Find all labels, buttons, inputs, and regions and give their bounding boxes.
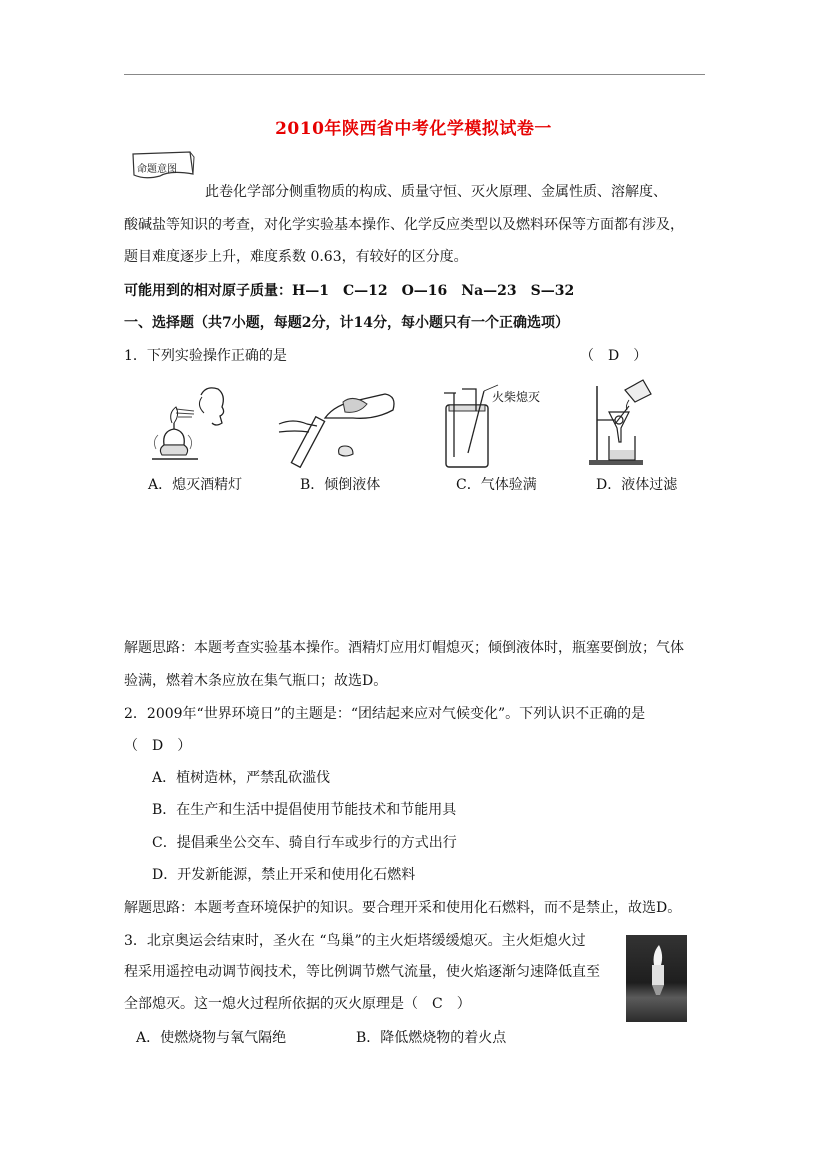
section-heading: 一、选择题（共7小题，每题2分，计14分，每小题只有一个正确选项） [124, 315, 569, 331]
option-label: A．植树造林，严禁乱砍滥伐 [152, 770, 331, 786]
question-line: 全部熄灭。这一熄火过程所依据的灭火原理是（ C ） [124, 996, 471, 1012]
option-label: B．倾倒液体 [300, 477, 381, 493]
intro-line: 题目难度逐步上升，难度系数 0.63，有较好的区分度。 [124, 249, 468, 265]
pouring-liquid-icon [275, 388, 400, 468]
torch-photo [626, 935, 687, 1022]
option-label: A．熄灭酒精灯 [148, 477, 243, 493]
option-label: A．使燃烧物与氧气隔绝 [136, 1030, 287, 1046]
alcohol-lamp-blowing-icon [146, 383, 246, 471]
analysis-line: 解题思路：本题考查环境保护的知识。要合理开采和使用化石燃料，而不是禁止，故选D。 [124, 900, 682, 916]
intro-line: 此卷化学部分侧重物质的构成、质量守恒、灭火原理、金属性质、溶解度、 [205, 184, 667, 200]
analysis-line: 解题思路：本题考查实验基本操作。酒精灯应用灯帽熄灭；倾倒液体时，瓶塞要倒放；气体 [124, 640, 684, 656]
header-rule [124, 74, 705, 75]
option-label: C．气体验满 [456, 477, 537, 493]
intro-line: 酸碱盐等知识的考查，对化学实验基本操作、化学反应类型以及燃料环保等方面都有涉及， [124, 217, 684, 233]
option-label: D．液体过滤 [596, 477, 678, 493]
option-label: B．降低燃烧物的着火点 [356, 1030, 507, 1046]
question-answer: （ D ） [580, 348, 648, 364]
question-answer: （ D ） [124, 738, 192, 754]
option-label: D．开发新能源，禁止开采和使用化石燃料 [152, 867, 416, 883]
question-line: 3．北京奥运会结束时，圣火在 “鸟巢”的主火炬塔缓缓熄灭。主火炬熄火过 [124, 933, 586, 949]
figure-label: 火柴熄灭 [492, 390, 541, 404]
option-label: B．在生产和生活中提倡使用节能技术和节能用具 [152, 802, 457, 818]
intent-badge-label: 命题意图 [137, 164, 177, 175]
option-label: C．提倡乘坐公交车、骑自行车或步行的方式出行 [152, 835, 457, 851]
analysis-line: 验满，燃着木条应放在集气瓶口；故选D。 [124, 673, 388, 689]
filtration-icon [585, 376, 680, 468]
atomic-masses: 可能用到的相对原子质量：H—1 C—12 O—16 Na—23 S—32 [124, 283, 575, 299]
question-stem: 1．下列实验操作正确的是 [124, 348, 287, 364]
question-line: 程采用遥控电动调节阀技术，等比例调节燃气流量，使火焰逐渐匀速降低直至 [124, 964, 600, 980]
page-title: 2010年陕西省中考化学模拟试卷一 [275, 119, 552, 139]
torch-flame-icon [626, 935, 687, 1022]
question-stem: 2．2009年“世界环境日”的主题是：“团结起来应对气候变化”。下列认识不正确的是 [124, 706, 646, 722]
